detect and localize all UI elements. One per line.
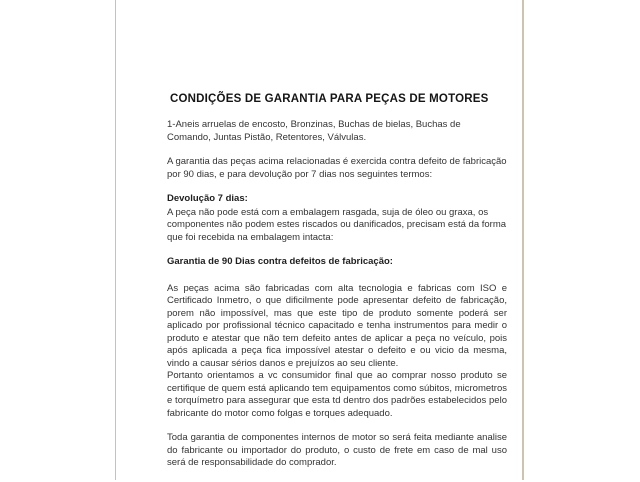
- devolucao-body-paragraph: A peça não pode está com a embalagem rasgada, suja de óleo ou graxa, os componentes não podem estes riscados ou danificados, precisam está da forma que foi recebida na embalagem intacta:: [167, 206, 507, 243]
- page-left-border: [115, 0, 116, 480]
- garantia-orientacao-paragraph: Portanto orientamos a vc consumidor final que ao comprar nosso produto se certifique de quem está aplicando tem equipamentos como súbitos, micrometros e torquímetro para assegurar que esta td dentro dos padrões estabelecidos pelo fabricante do motor como folgas e torques adequado.: [167, 370, 507, 419]
- garantia-fabricacao-paragraph: As peças acima são fabricadas com alta tecnologia e fabricas com ISO e Certificado Inmetro, o que dificilmente pode apresentar defeito de fabricação, porem não impossível, mas que este tipo de produto somente poderá ser aplicado por profissional técnico capacitado e tenha instrumentos para medir o produto e atestar que não tem defeito antes de aplicar a peça no veículo, pois após aplicada a peça fica impossível atestar o defeito e ou vicio da mesma, vindo a causar sérios danos e prejuízos ao seu cliente.: [167, 282, 507, 369]
- warranty-document: [167, 92, 507, 482]
- devolucao-heading: Devolução 7 dias:: [167, 193, 248, 204]
- garantia-90-dias-heading: Garantia de 90 Dias contra defeitos de fabricação:: [167, 256, 393, 267]
- page-right-border: [522, 0, 524, 480]
- document-title: CONDIÇÕES DE GARANTIA PARA PEÇAS DE MOTORES: [170, 93, 489, 105]
- parts-list-paragraph: 1-Aneis arruelas de encosto, Bronzinas, Buchas de bielas, Buchas de Comando, Juntas Pistão, Retentores, Válvulas.: [167, 119, 461, 143]
- closing-paragraph: Toda garantia de componentes internos de motor so será feita mediante analise do fabricante ou importador do produto, o custo de frete em caso de mal uso será de responsabilidade do comprador.: [167, 432, 507, 468]
- warranty-terms-intro-paragraph: A garantia das peças acima relacionadas é exercida contra defeito de fabricação por 90 dias, e para devolução por 7 dias nos seguintes termos:: [167, 156, 507, 180]
